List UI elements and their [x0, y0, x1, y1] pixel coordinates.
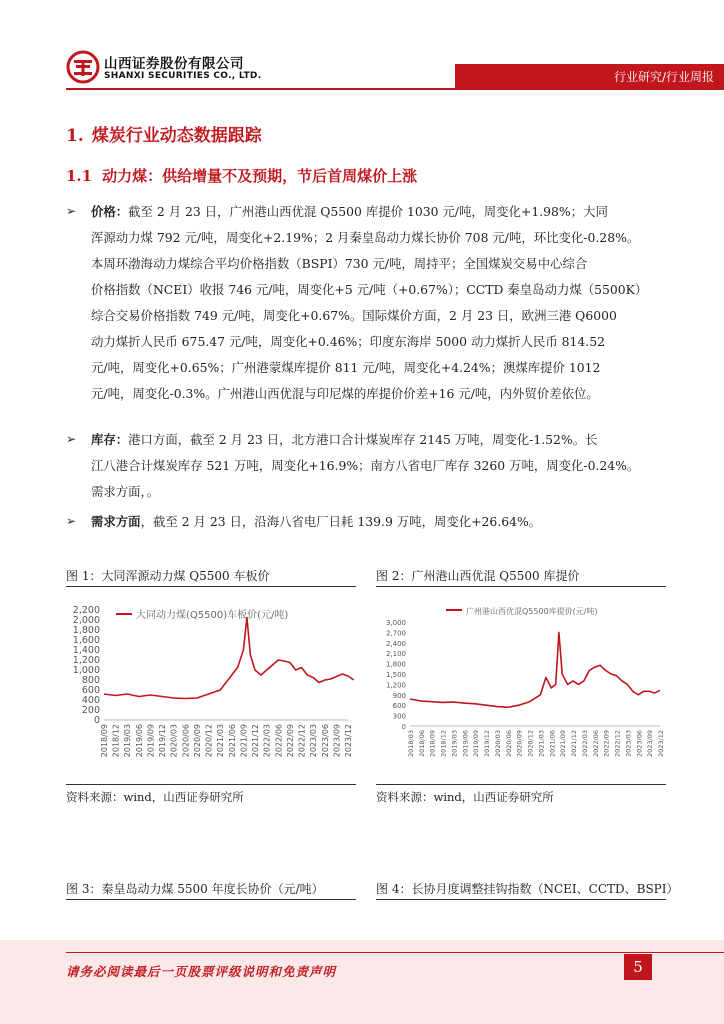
section-number: 1. [66, 126, 84, 146]
x-tick-label: 2023/12 [344, 724, 353, 758]
y-tick-label: 1,600 [72, 635, 100, 646]
x-tick-label: 2020/12 [204, 724, 214, 758]
x-tick-label: 2020/06 [181, 724, 191, 758]
x-tick-label: 2019/03 [450, 730, 459, 758]
bullet-line: 需求方面，截至 2 月 23 日，沿海八省电厂日耗 139.9 万吨，周变化+26.64%。 [91, 514, 542, 529]
subsection-heading [66, 165, 417, 186]
y-tick-label: 1,200 [72, 655, 100, 666]
figure-3-top-rule [66, 899, 356, 900]
figure-2-title: 图 2：广州港山西优混 Q5500 库提价 [376, 569, 580, 583]
x-tick-label: 2022/03 [580, 730, 589, 758]
x-tick-label: 2023/09 [332, 724, 342, 758]
x-tick-label: 2023/03 [309, 724, 319, 758]
x-tick-label: 2023/06 [635, 730, 644, 758]
y-tick-label: 1,000 [72, 665, 100, 676]
x-tick-label: 2018/09 [100, 724, 109, 758]
series-line [104, 618, 354, 699]
subsection-title: 动力煤：供给增量不及预期，节后首周煤价上涨 [102, 167, 418, 185]
x-tick-label: 2022/06 [591, 730, 600, 758]
x-tick-label: 2018/12 [439, 730, 448, 758]
x-tick-label: 2022/12 [297, 724, 307, 758]
x-tick-label: 2022/09 [602, 730, 611, 758]
y-tick-label: 1,200 [385, 681, 406, 690]
y-tick-label: 200 [81, 705, 100, 716]
x-tick-label: 2021/03 [537, 730, 546, 758]
figure-2-bottom-rule [376, 784, 666, 785]
bullet-line: 库存：港口方面，截至 2 月 23 日，北方港口合计煤炭库存 2145 万吨，周变化-1.52%。长 [91, 432, 598, 447]
y-tick-label: 2,100 [385, 650, 406, 659]
y-tick-label: 600 [392, 702, 406, 711]
footer-divider [66, 952, 724, 953]
figure-1-source: 资料来源：wind，山西证券研究所 [66, 790, 244, 804]
x-tick-label: 2022/12 [613, 730, 622, 758]
x-tick-label: 2019/09 [146, 724, 156, 758]
x-tick-label: 2018/06 [417, 730, 426, 758]
bullet-line: 综合交易价格指数 749 元/吨，周变化+0.67%。国际煤价方面，2 月 23 日，欧洲三港 Q6000 [91, 308, 617, 323]
bullet-arrow-icon: ➢ [66, 432, 77, 446]
x-tick-label: 2019/12 [483, 730, 492, 758]
bullet-line: 元/吨，周变化+0.65%；广州港蒙煤库提价 811 元/吨，周变化+4.24%；澳煤库提价 1012 [91, 360, 601, 375]
bullet-line: 动力煤折人民币 675.47 元/吨，周变化+0.46%；印度东海岸 5000 动力煤折人民币 814.52 [91, 334, 606, 349]
x-tick-label: 2023/12 [657, 730, 665, 758]
section-tag: 行业研究/行业周报 [613, 70, 714, 84]
figure-2-source: 资料来源：wind，山西证券研究所 [376, 790, 554, 804]
bullet-line: 浑源动力煤 792 元/吨，周变化+2.19%；2 月秦皇岛动力煤长协价 708 元/吨，环比变化-0.28%。 [91, 230, 640, 245]
x-tick-label: 2018/09 [428, 730, 437, 758]
y-tick-label: 2,200 [72, 605, 100, 616]
section-title: 煤炭行业动态数据跟踪 [91, 126, 262, 146]
figure-1-top-rule [66, 586, 356, 587]
figure-1-bottom-rule [66, 784, 356, 785]
y-tick-label: 1,400 [72, 645, 100, 656]
chart-2-svg [376, 596, 666, 776]
company-name-cn: 山西证券股份有限公司 [104, 56, 244, 72]
y-tick-label: 600 [81, 685, 100, 696]
disclaimer-text: 请务必阅读最后一页股票评级说明和免责声明 [66, 964, 337, 979]
x-tick-label: 2018/12 [111, 724, 121, 758]
company-logo-icon [66, 50, 100, 84]
figure-3-title: 图 3：秦皇岛动力煤 5500 年度长协价（元/吨） [66, 882, 324, 896]
header-divider [66, 88, 724, 90]
x-tick-label: 2023/06 [320, 724, 330, 758]
y-tick-label: 800 [81, 675, 100, 686]
subsection-number: 1.1 [66, 167, 93, 185]
y-tick-label: 2,700 [385, 629, 406, 638]
figure-4-top-rule [376, 899, 666, 900]
section-heading [66, 121, 262, 146]
x-tick-label: 2019/06 [134, 724, 144, 758]
x-tick-label: 2020/12 [526, 730, 535, 758]
legend-label: 广州港山西优混Q5500库提价(元/吨) [466, 607, 598, 616]
x-tick-label: 2020/09 [192, 724, 202, 758]
figure-2-top-rule [376, 586, 666, 587]
figure-2-chart [376, 596, 666, 776]
bullet-line: 价格指数（NCEI）收报 746 元/吨，周变化+5 元/吨（+0.67%）；CCTD 秦皇岛动力煤（5500K） [91, 282, 648, 297]
x-tick-label: 2021/09 [559, 730, 568, 758]
x-tick-label: 2021/06 [548, 730, 557, 758]
bullet-line: 需求方面，。 [91, 484, 160, 499]
y-tick-label: 3,000 [385, 619, 406, 627]
x-tick-label: 2019/06 [461, 730, 470, 758]
y-tick-label: 900 [392, 691, 406, 700]
x-tick-label: 2019/12 [158, 724, 168, 758]
bullet-arrow-icon: ➢ [66, 204, 77, 218]
bullet-arrow-icon: ➢ [66, 514, 77, 528]
x-tick-label: 2019/03 [123, 724, 133, 758]
y-tick-label: 0 [401, 723, 406, 731]
x-tick-label: 2023/09 [646, 730, 655, 758]
legend-label: 大同动力煤(Q5500)车板价(元/吨) [136, 610, 289, 621]
y-tick-label: 2,000 [72, 615, 100, 626]
header-tag-bar [455, 64, 724, 88]
x-tick-label: 2020/03 [169, 724, 179, 758]
figure-4-title: 图 4：长协月度调整挂钩指数（NCEI、CCTD、BSPI） [376, 882, 679, 896]
y-tick-label: 300 [392, 712, 406, 721]
series-line [410, 632, 660, 707]
y-tick-label: 400 [81, 695, 100, 706]
page-number: 5 [624, 954, 652, 980]
bullet-label: 库存： [91, 432, 129, 447]
x-tick-label: 2021/09 [239, 724, 249, 758]
x-tick-label: 2021/12 [251, 724, 261, 758]
chart-1-svg [66, 596, 356, 776]
x-tick-label: 2020/03 [493, 730, 502, 758]
x-tick-label: 2022/06 [274, 724, 284, 758]
y-tick-label: 1,800 [72, 625, 100, 636]
x-tick-label: 2020/06 [504, 730, 513, 758]
x-tick-label: 2019/09 [472, 730, 481, 758]
x-tick-label: 2021/12 [570, 730, 579, 758]
y-tick-label: 1,800 [385, 660, 406, 669]
bullet-line: 江八港合计煤炭库存 521 万吨，周变化+16.9%；南方八省电厂库存 3260 万吨，周变化-0.24%。 [91, 458, 640, 473]
y-tick-label: 0 [93, 715, 100, 726]
y-tick-label: 1,500 [385, 671, 406, 679]
x-tick-label: 2022/09 [285, 724, 295, 758]
page-header [0, 0, 724, 100]
x-tick-label: 2021/03 [216, 724, 226, 758]
company-name-en: SHANXI SECURITIES CO., LTD. [104, 71, 262, 81]
x-tick-label: 2023/03 [624, 730, 633, 758]
figure-1-chart [66, 596, 356, 776]
bullet-line: 元/吨，周变化-0.3%。广州港山西优混与印尼煤的库提价价差+16 元/吨，内外贸价差依位。 [91, 386, 599, 401]
x-tick-label: 2020/09 [515, 730, 524, 758]
bullet-label: 需求方面 [91, 514, 141, 529]
bullet-label: 价格： [91, 204, 129, 219]
x-tick-label: 2021/06 [227, 724, 237, 758]
y-tick-label: 2,400 [385, 639, 406, 648]
figure-1-title: 图 1：大同浑源动力煤 Q5500 车板价 [66, 569, 270, 583]
bullet-line: 价格：截至 2 月 23 日，广州港山西优混 Q5500 库提价 1030 元/吨，周变化+1.98%；大同 [91, 204, 608, 219]
bullet-line: 本周环渤海动力煤综合平均价格指数（BSPI）730 元/吨，周持平；全国煤炭交易中心综合 [91, 256, 588, 271]
x-tick-label: 2022/03 [262, 724, 272, 758]
x-tick-label: 2018/03 [407, 730, 415, 758]
